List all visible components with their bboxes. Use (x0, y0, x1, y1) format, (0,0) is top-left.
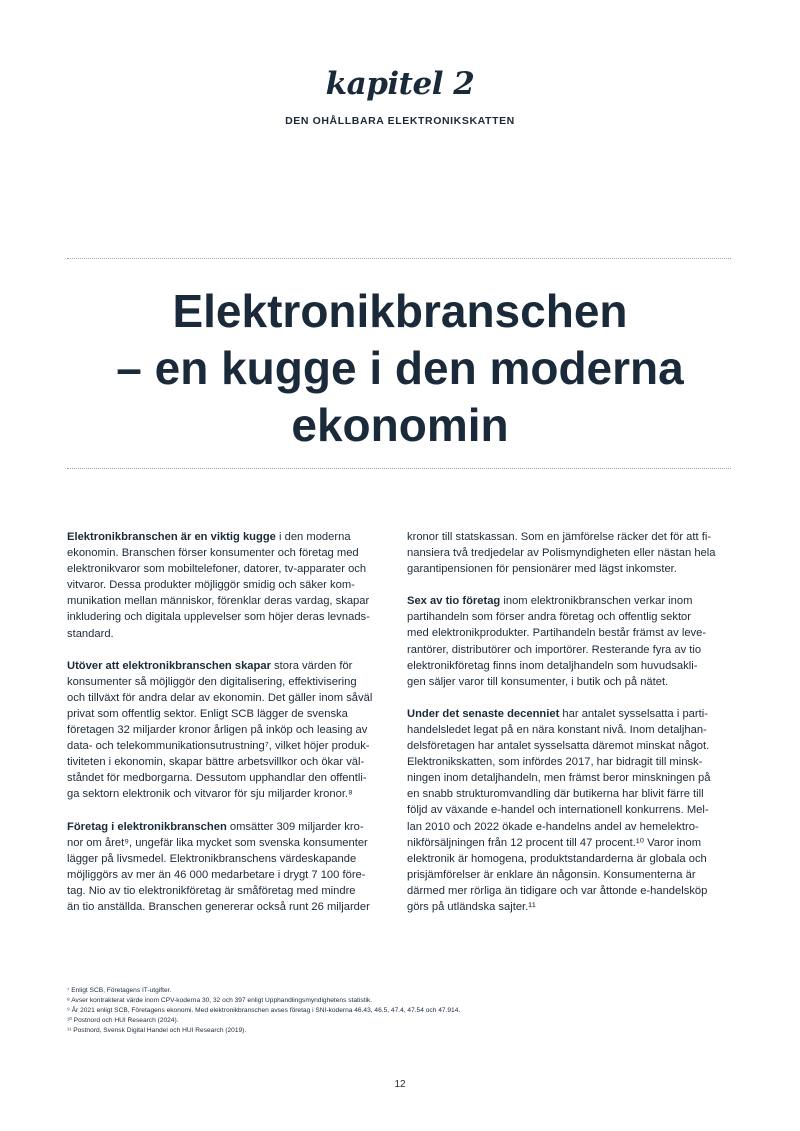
headline-line: – en kugge i den moderna (116, 342, 684, 394)
text-line: tiviteten i ekonomin, skapar bättre arbetsvillkor och ökar väl- (67, 756, 365, 769)
text-line: stora värden för (270, 659, 353, 672)
paragraph-lead: Sex av tio företag (407, 595, 501, 608)
text-line: data- och telekommunikationsutrustning⁷, vilket höjer produk- (67, 740, 370, 753)
text-line: lan 2010 och 2022 ökade e-handelns andel av hemelektro- (407, 820, 699, 833)
text-line: ga sektorn elektronik och vitvaror för sju miljarder kronor.⁸ (67, 788, 353, 801)
text-line: följd av växande e-handel och internationell konkurrens. Mel- (407, 804, 709, 817)
text-line: lägger på livsmedel. Elektronikbranschens värdeskapande (67, 852, 357, 865)
text-line: handelsledet legat på en nära konstant nivå. Inom detaljhan- (407, 723, 707, 736)
text-line: i den moderna (275, 531, 351, 543)
text-line: ekonomin. Branschen förser konsumenter och företag med (67, 547, 359, 560)
text-line: tag. Nio av tio elektronikföretag är småföretag med mindre (67, 884, 356, 897)
top-divider (67, 258, 731, 259)
paragraph (67, 819, 397, 916)
text-line: standard. (67, 627, 114, 640)
paragraph-lead: Utöver att elektronikbranschen skapar (67, 659, 271, 672)
footnote: ⁷ Enligt SCB, Företagens IT-utgifter. (67, 987, 172, 994)
text-line: inom elektronikbranschen verkar inom (500, 595, 693, 608)
paragraph (407, 706, 737, 915)
chapter-label: kapitel 2 (325, 66, 475, 102)
text-line: elektronik är homogena, produktstandarderna är globala och (407, 852, 707, 865)
text-line: företagen 32 miljarder kronor årligen på inköp och leasing av (67, 724, 368, 737)
text-line: privat som offentlig sektor. Enligt SCB lägger de svenska (67, 707, 348, 720)
text-line: nikförsäljningen från 12 procent till 47 procent.¹⁰ Varor inom (407, 836, 702, 849)
text-line: garantipensionen för pensionärer med lägst inkomster. (407, 563, 677, 576)
right-column (407, 529, 737, 931)
footnote: ⁸ Avser kontrakterat värde inom CPV-koderna 30, 32 och 397 enligt Upphandlingsmyndighetens statistik. (67, 997, 373, 1004)
text-line: med elektronikprodukter. Partihandeln består främst av leve- (407, 627, 707, 640)
text-line: delsföretagen har antalet sysselsatta däremot minskat något. (407, 740, 710, 753)
text-line: omsätter 309 miljarder kro- (226, 820, 364, 833)
text-line: prisjämförelser är enklare än någonsin. Konsumenterna är (407, 868, 696, 881)
footnote: ⁹ År 2021 enligt SCB, Företagens ekonomi. Med elektronikbranschen avses företag i SNI-koderna 46.43, 46.5, 47.4, 47.54 och 47.914. (67, 1007, 461, 1014)
page-number: 12 (394, 1079, 406, 1090)
text-line: rantörer, distributörer och importörer. Resterande fyra av tio (407, 643, 702, 656)
text-line: konsumenter så möjliggör den digitalisering, effektivisering (67, 675, 357, 688)
text-line: partihandeln som förser andra företag och offentlig sektor (407, 611, 691, 624)
headline-line: Elektronikbranschen (172, 285, 628, 337)
bottom-divider (67, 468, 731, 469)
text-line: gen säljer varor till konsumenter, i butik och på nätet. (407, 675, 669, 688)
paragraph-lead: Företag i elektronikbranschen (67, 820, 227, 833)
paragraph (407, 593, 737, 690)
text-line: en snabb strukturomvandling där butikerna har blivit färre till (407, 788, 704, 801)
text-line: och tillväxt för andra delar av ekonomin. Det gäller inom såväl (67, 691, 373, 704)
text-line: ståndet för medborgarna. Dessutom upphandlar den offentli- (67, 772, 367, 785)
paragraph (407, 529, 737, 577)
chapter-title: DEN OHÅLLBARA ELEKTRONIKSKATTEN (285, 115, 515, 127)
text-line: inkludering och digitala upplevelser som höjer deras levnads- (67, 611, 370, 624)
left-column (67, 529, 397, 931)
text-line: än tio anställda. Branschen genererar också runt 26 miljarder (67, 900, 370, 913)
text-line: elektronikföretag finns inom detaljhandeln som huvudsakli- (407, 659, 698, 672)
paragraph (67, 658, 397, 803)
text-line: ningen inom detaljhandeln, men främst beror minskningen på (407, 772, 711, 785)
text-line: görs på utländska sajter.¹¹ (407, 900, 536, 913)
text-line: nansiera två tredjedelar av Polismyndigheten eller nästan hela (407, 547, 716, 560)
text-line: har antalet sysselsatta i parti- (559, 707, 708, 720)
text-line: Elektronikskatten, som infördes 2017, har bidragit till minsk- (407, 756, 703, 769)
text-line: kronor till statskassan. Som en jämförelse räcker det för att fi- (407, 531, 712, 543)
footnotes (67, 986, 747, 1036)
text-line: möjliggörs av mer än 46 000 medarbetare i drygt 7 100 före- (67, 868, 366, 881)
text-line: elektronikvaror som mobiltelefoner, datorer, tv-apparater och (67, 563, 367, 576)
footnote: ¹⁰ Postnord och HUI Research (2024). (67, 1017, 179, 1024)
footnote: ¹¹ Postnord, Svensk Digital Handel och HUI Research (2019). (67, 1027, 247, 1034)
text-line: vitvaror. Dessa produkter möjliggör smidig och säker kom- (67, 579, 355, 592)
page-headline (60, 283, 740, 454)
text-line: nor om året⁹, ungefär lika mycket som svenska konsumenter (67, 836, 368, 849)
paragraph-lead: Elektronikbranschen är en viktig kugge (67, 531, 276, 543)
paragraph (67, 529, 397, 642)
headline-line: ekonomin (291, 399, 509, 451)
paragraph-lead: Under det senaste decenniet (407, 707, 560, 720)
text-line: därmed mer rörliga än tidigare och var åttonde e-handelsköp (407, 884, 708, 897)
text-line: munikation mellan människor, förenklar deras vardag, skapar (67, 595, 370, 608)
